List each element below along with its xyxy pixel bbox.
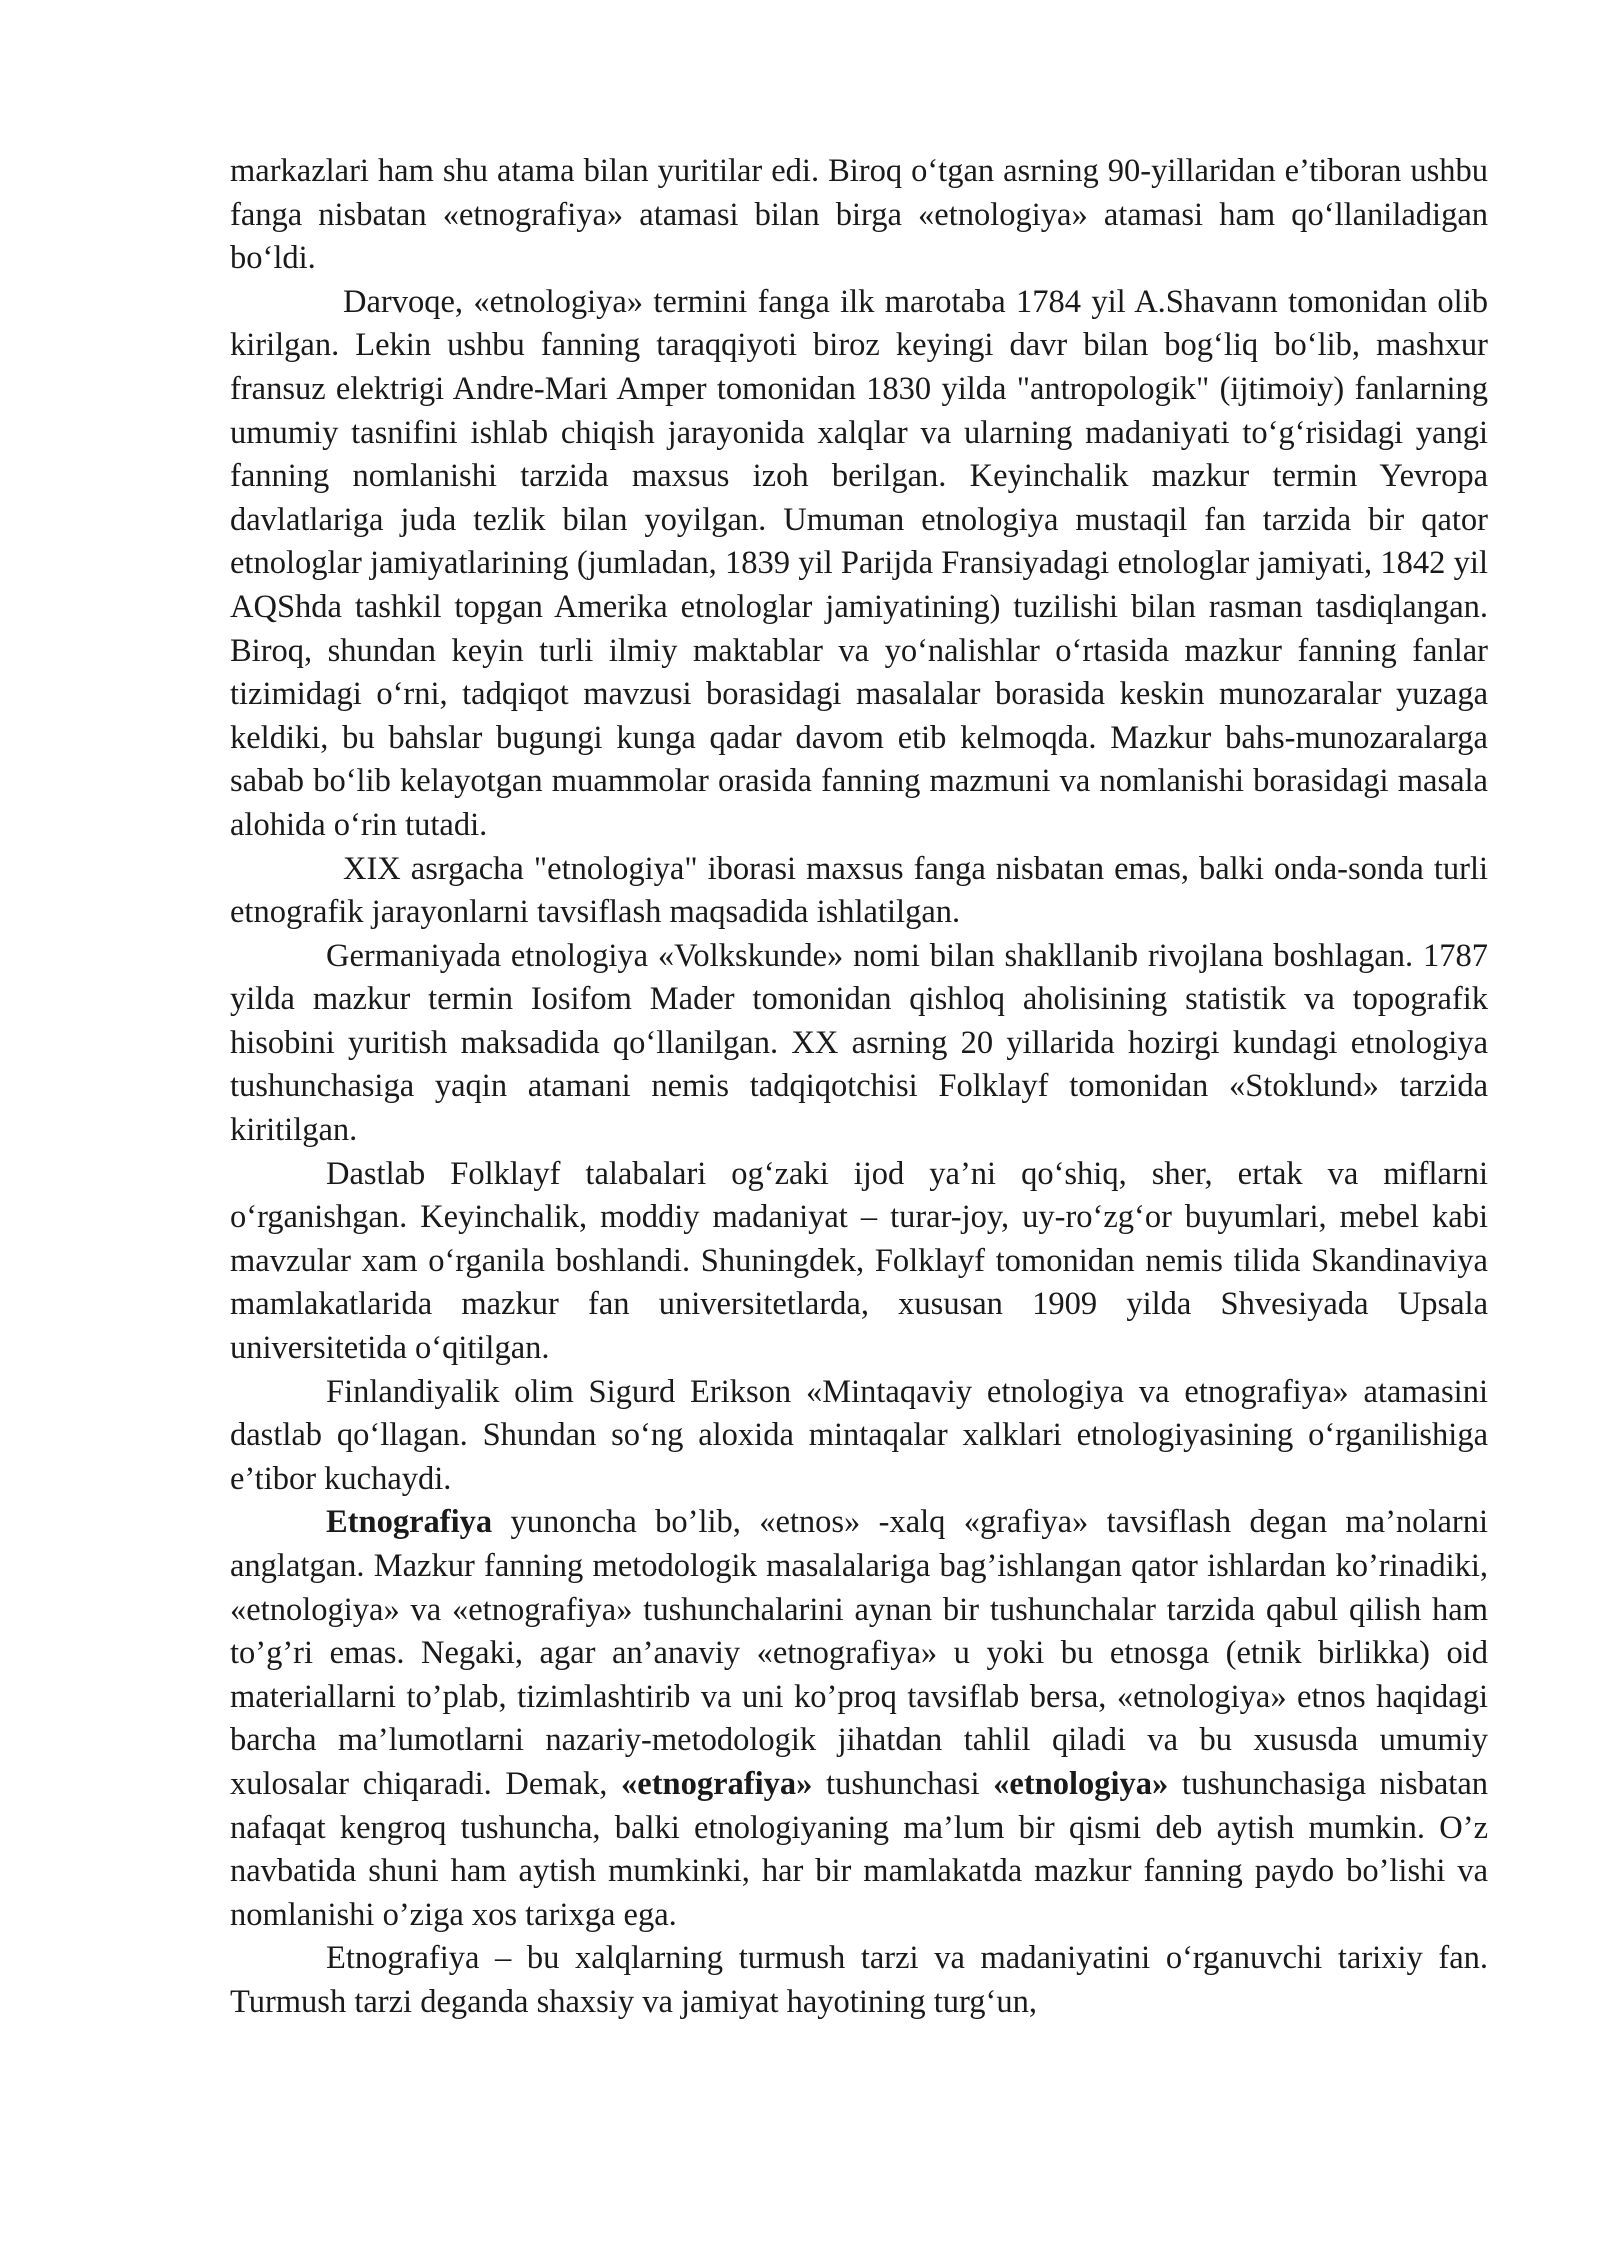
paragraph-5: Dastlab Folklayf talabalari og‘zaki ijod ya’ni qo‘shiq, sher, ertak va miflarni o‘rganishgan. Keyinchalik, moddiy madaniyat – turar-joy, uy-ro‘zg‘or buyumlari, mebel kabi mavzular xam o‘rganila boshlandi. Shuningdek, Folklayf tomonidan nemis tilida Skandinaviya mamlakatlarida mazkur fan universitetlarda, xususan 1909 yilda Shvesiyada Upsala universitetida o‘qitilgan. — [230, 1155, 1488, 1367]
paragraph-3: XIX asrgacha "etnologiya" iborasi maxsus fanga nisbatan emas, balki onda-sonda turli etnografik jarayonlarni tavsiflash maqsadida ishlatilgan. — [230, 850, 1488, 931]
term-etnografiya: Etnografiya — [326, 1504, 493, 1541]
paragraph-7-text-a: yunoncha bo’lib, «etnos» -xalq «grafiya» tavsiflash degan ma’nolarni anglatgan. Mazkur fanning metodologik masalalariga bag’ishlangan qator ishlardan ko’rinadiki, «etnologiya» va «etnografiya» tushunchalarini aynan bir tushunchalar tarzida qabul qilish ham to’g’ri emas. Negaki, agar an’anaviy «etnografiya» u yoki bu etnosga (etnik birlikka) oid materiallarni to’plab, tizimlashtirib va uni ko’proq tavsiflab bersa, «etnologiya» etnos haqidagi barcha ma’lumotlarni nazariy-metodologik jihatdan tahlil qiladi va bu xususda umumiy xulosalar chiqaradi. Demak, — [230, 1504, 1488, 1802]
document-page — [230, 150, 1488, 2025]
paragraph-8: Etnografiya – bu xalqlarning turmush tarzi va madaniyatini o‘rganuvchi tarixiy fan. Turmush tarzi deganda shaxsiy va jamiyat hayotining turg‘un, — [230, 1940, 1488, 2020]
paragraph-7 — [230, 1501, 1488, 1937]
paragraph-6: Finlandiyalik olim Sigurd Erikson «Mintaqaviy etnologiya va etnografiya» atamasini dastlab qo‘llagan. Shundan so‘ng aloxida mintaqalar xalklari etnologiyasining o‘rganilishiga e’tibor kuchaydi. — [230, 1373, 1488, 1497]
paragraph-2: Darvoqe, «etnologiya» termini fanga ilk marotaba 1784 yil A.Shavann tomonidan olib kirilgan. Lekin ushbu fanning taraqqiyoti biroz keyingi davr bilan bog‘liq bo‘lib, mashxur fransuz elektrigi Andre-Mari Amper tomonidan 1830 yilda "antropologik" (ijtimoiy) fanlarning umumiy tasnifini ishlab chiqish jarayonida xalqlar va ularning madaniyati to‘g‘risidagi yangi fanning nomlanishi tarzida maxsus izoh berilgan. Keyinchalik mazkur termin Yevropa davlatlariga juda tezlik bilan yoyilgan. Umuman etnologiya mustaqil fan tarzida bir qator etnologlar jamiyatlarining (jumladan, 1839 yil Parijda Fransiyadagi etnologlar jamiyati, 1842 yil AQShda tashkil topgan Amerika etnologlar jamiyatining) tuzilishi bilan rasman tasdiqlangan. Biroq, shundan keyin turli ilmiy maktablar va yo‘nalishlar o‘rtasida mazkur fanning fanlar tizimidagi o‘rni, tadqiqot mavzusi borasidagi masalalar borasida keskin munozaralar yuzaga keldiki, bu bahslar bugungi kunga qadar davom etib kelmoqda. Mazkur bahs-munozaralarga sabab bo‘lib kelayotgan muammolar orasida fanning mazmuni va nomlanishi borasidagi masala alohida o‘rin tutadi. — [230, 283, 1488, 843]
paragraph-7-text-e: tushunchasiga nisbatan nafaqat kengroq tushuncha, balki etnologiyaning ma’lum bir qismi deb aytish mumkin. O’z navbatida shuni ham aytish mumkinki, har bir mamlakatda mazkur fanning paydo bo’lishi va nomlanishi o’ziga xos tarixga ega. — [230, 1765, 1488, 1933]
paragraph-4: Germaniyada etnologiya «Volkskunde» nomi bilan shakllanib rivojlana boshlagan. 1787 yilda mazkur termin Iosifom Mader tomonidan qishloq aholisining statistik va topografik hisobini yuritish maksadida qo‘llanilgan. XX asrning 20 yillarida hozirgi kundagi etnologiya tushunchasiga yaqin atamani nemis tadqiqotchisi Folklayf tomonidan «Stoklund» tarzida kiritilgan. — [230, 937, 1488, 1149]
paragraph-1: markazlari ham shu atama bilan yuritilar edi. Biroq o‘tgan asrning 90-yillaridan e’tiboran ushbu fanga nisbatan «etnografiya» atamasi bilan birga «etnologiya» atamasi ham qo‘llaniladigan bo‘ldi. — [230, 153, 1488, 277]
bold-term-etnologiya: «etnologiya» — [993, 1765, 1169, 1802]
paragraph-7-text-c: tushunchasi — [812, 1765, 994, 1802]
bold-term-etnografiya: «etnografiya» — [621, 1765, 813, 1802]
